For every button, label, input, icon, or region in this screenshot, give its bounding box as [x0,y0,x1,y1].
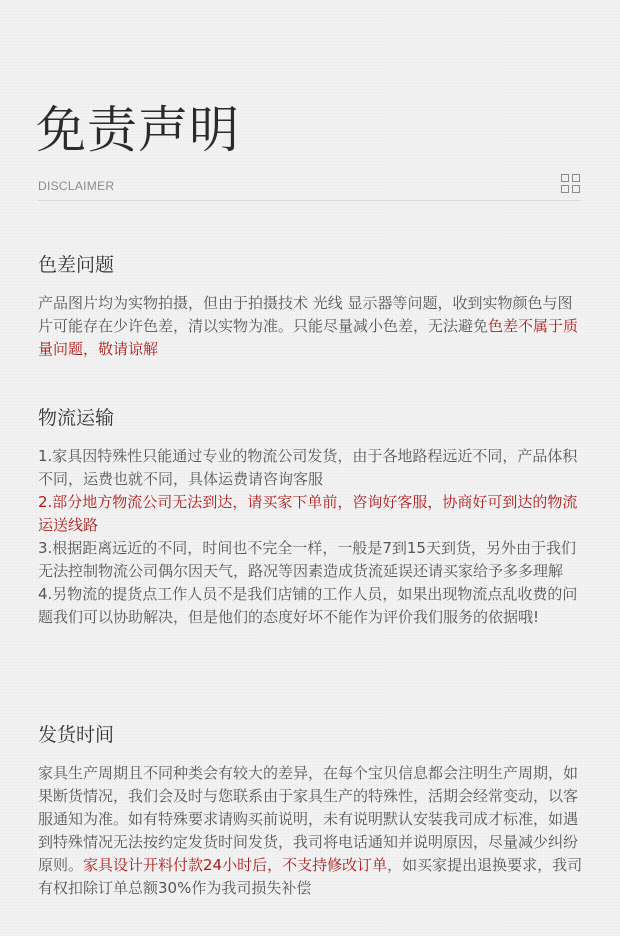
paragraph [38,762,583,900]
paragraph [38,292,583,361]
page-subtitle: DISCLAIMER [38,179,115,193]
highlight-text: 家具设计开料付款24小时后，不支持修改订单 [83,856,388,874]
section-title: 物流运输 [38,407,115,429]
section-title: 发货时间 [38,724,115,746]
logistics-section [38,405,583,629]
section-body [38,762,583,900]
list-item-highlight: 2.部分地方物流公司无法到达，请买家下单前，咨询好客服，协商好可到达的物流运送线路 [38,493,578,534]
body-text: 产品图片均为实物拍摄，但由于拍摄技术 光线 显示器等问题，收到实物颜色与图片可能存在少许色差，清以实物为准。只能尽量减小色差，无法避免 [38,294,573,335]
color-difference-section [38,252,583,361]
body-text: 家具生产周期且不同种类会有较大的差异，在每个宝贝信息都会注明生产周期，如果断货情况，我们会及时与您联系由于家具生产的特殊性，活期会经常变动，以客服通知为准。如有特殊要求请购买前说明，未有说明默认安装我司成才标准，如遇到特殊情况无法按约定发货时间发货，我司将电话通知并说明原因，尽量减少纠纷原则。 [38,764,579,874]
body-text: ，如买家提出退换要求，我司有权扣除订单总额30%作为我司损失补偿 [38,856,583,897]
section-body [38,445,583,629]
shipping-time-section [38,722,583,900]
section-body [38,292,583,361]
list-item: 1.家具因特殊性只能通过专业的物流公司发货，由于各地路程远近不同，产品体积不同，运费也就不同，具体运费请咨询客服 [38,447,578,488]
page-title: 免责声明 [36,101,240,159]
grid-icon [561,174,581,194]
header-divider [38,200,581,201]
highlight-text: 色差不属于质量问题，敬请谅解 [38,317,579,358]
list-item: 4.另物流的提货点工作人员不是我们店铺的工作人员，如果出现物流点乱收费的问题我们可以协助解决，但是他们的态度好坏不能作为评价我们服务的依据哦! [38,585,578,626]
list-item: 3.根据距离远近的不同，时间也不完全一样，一般是7到15天到货，另外由于我们无法控制物流公司偶尔因天气，路况等因素造成货流延误还请买家给予多多理解 [38,539,576,580]
section-title: 色差问题 [38,254,115,276]
